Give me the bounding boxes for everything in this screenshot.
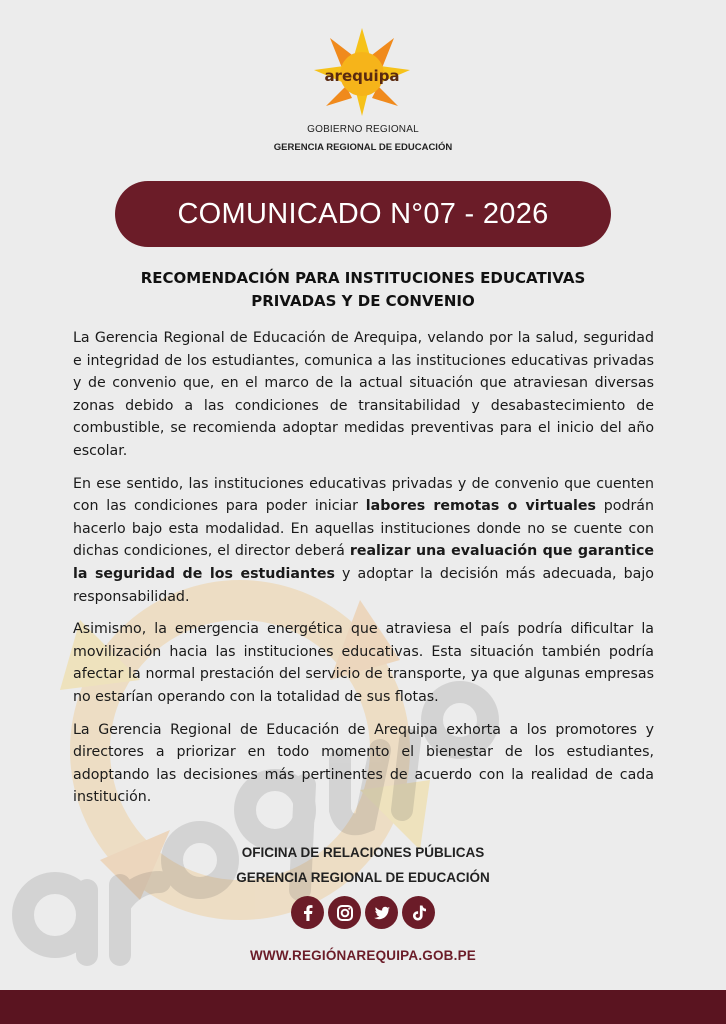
social-links — [0, 896, 726, 929]
office-signature — [0, 840, 726, 890]
paragraph-2-part-a: En ese sentido, las instituciones educativas privadas y de convenio que cuenten con las condiciones para poder iniciar — [73, 475, 654, 515]
paragraph-2-part-e: y adoptar la decisión más adecuada, bajo responsabilidad. — [73, 565, 654, 605]
paragraph-4: La Gerencia Regional de Educación de Arequipa exhorta a los promotores y directores a priorizar en todo momento el bienestar de los estudiantes, adoptando las decisiones más pertinentes de acuerdo con la realidad de cada institución. — [73, 721, 654, 806]
twitter-icon[interactable] — [365, 896, 398, 929]
paragraph-2-bold-evaluation: realizar una evaluación que garantice la seguridad de los estudiantes — [73, 543, 654, 582]
facebook-icon[interactable] — [291, 896, 324, 929]
heading-line-1: RECOMENDACIÓN PARA INSTITUCIONES EDUCATIVAS — [140, 269, 586, 287]
communique-title: COMUNICADO N°07 - 2026 — [115, 181, 611, 247]
paragraph-3: Asimismo, la emergencia energética que atraviesa el país podría dificultar la movilización hacia las instituciones educativas. Esta situación también podría afectar la normal prestación del servicio de transporte, ya que algunas empresas no estarían operando con la totalidad de sus flotas. — [73, 621, 654, 705]
heading-line-2: PRIVADAS Y DE CONVENIO — [251, 292, 475, 310]
footer-bar — [0, 990, 726, 1024]
paragraph-2-part-c: podrán hacerlo bajo esta modalidad. En aquellas instituciones donde no se cuente con dichas condiciones, el director deberá — [73, 498, 654, 560]
logo-text: arequipa — [324, 67, 400, 85]
document-heading — [0, 267, 726, 313]
arequipa-logo — [312, 26, 412, 118]
document-body — [73, 327, 654, 819]
gerencia-regional-label: GERENCIA REGIONAL DE EDUCACIÓN — [273, 142, 453, 153]
website-link[interactable]: WWW.REGIÓNAREQUIPA.GOB.PE — [249, 948, 476, 963]
tiktok-icon[interactable] — [402, 896, 435, 929]
paragraph-2 — [73, 473, 654, 609]
gobierno-regional-label: GOBIERNO REGIONAL — [307, 124, 419, 135]
paragraph-1: La Gerencia Regional de Educación de Arequipa, velando por la salud, seguridad e integridad de los estudiantes, comunica a las instituciones educativas privadas y de convenio que, en el marco de la actual situación que atraviesan diversas zonas debido a las condiciones de transitabilidad y desabastecimiento de combustible, se recomienda adoptar medidas preventivas para el inicio del año escolar. — [73, 330, 654, 459]
office-line-2: GERENCIA REGIONAL DE EDUCACIÓN — [236, 870, 490, 885]
office-line-1: OFICINA DE RELACIONES PÚBLICAS — [241, 845, 485, 860]
paragraph-2-bold-remote: labores remotas o virtuales — [365, 498, 596, 515]
instagram-icon[interactable] — [328, 896, 361, 929]
